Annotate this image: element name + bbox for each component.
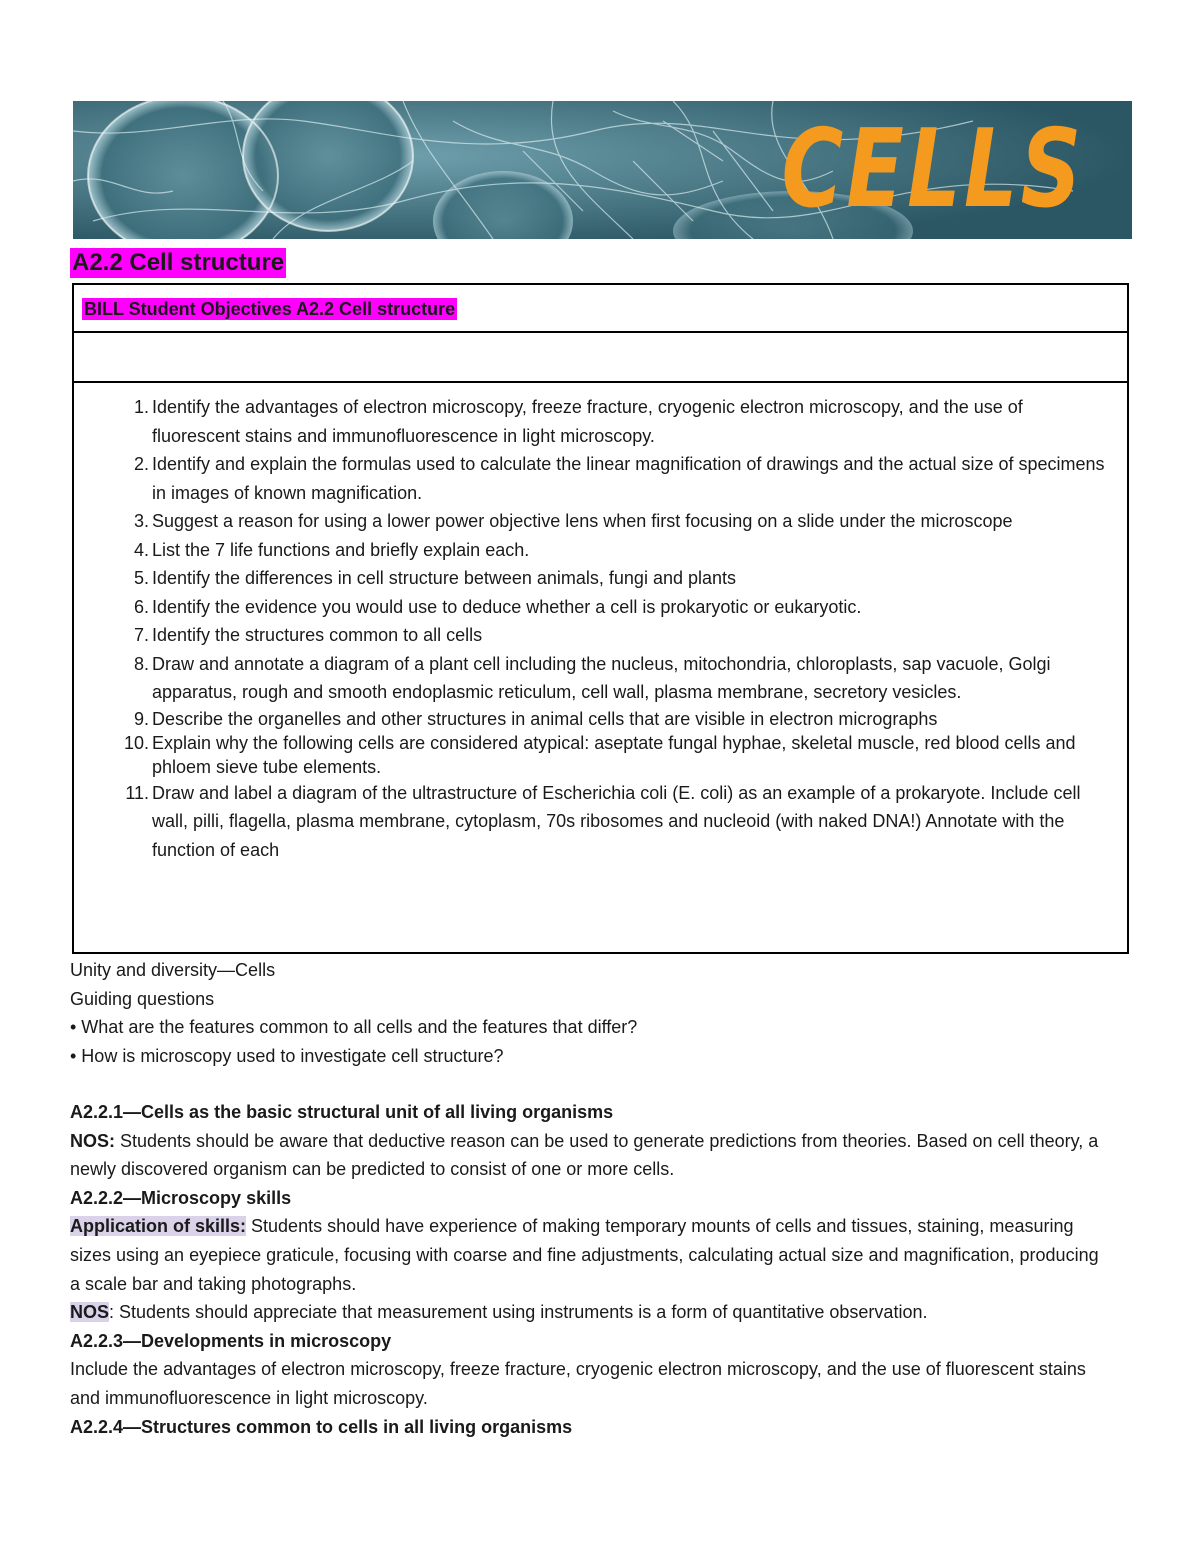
nos-label: NOS: (70, 1130, 115, 1151)
list-item: 1. Identify the advantages of electron microscopy, freeze fracture, cryogenic electron microscopy, and the use of fluorescent stains and immunofluorescence in light microscopy. (133, 397, 1023, 446)
list-item: 7. Identify the structures common to all cells (133, 625, 483, 645)
banner-title: CELLS (780, 107, 1084, 232)
guiding-questions-label: Guiding questions (70, 988, 215, 1009)
intro-line: Unity and diversity—Cells (70, 960, 276, 980)
application-paragraph: Application of skills: Students should have experience of making temporary mounts of cells and tissues, staining, measuring sizes using an eyepiece graticule, focusing with coarse and fine adjustments, calculating actual size and magnification, producing a scale bar and taking photographs. (70, 1216, 1099, 1294)
section-heading: A2.2.2—Microscopy skills (70, 1187, 292, 1208)
section-heading: A2.2.4—Structures common to cells in all living organisms (70, 1416, 573, 1437)
guiding-question: • How is microscopy used to investigate cell structure? (70, 1045, 504, 1066)
intro-block (70, 956, 1130, 1070)
objectives-header-row (74, 285, 1127, 333)
list-item: 2. Identify and explain the formulas used to calculate the linear magnification of drawings and the actual size of specimens in images of known magnification. (133, 454, 1105, 503)
cells-banner-image (73, 101, 1132, 239)
section-heading: A2.2.3—Developments in microscopy (70, 1330, 392, 1351)
list-item: 8. Draw and annotate a diagram of a plant cell including the nucleus, mitochondria, chloroplasts, sap vacuole, Golgi apparatus, rough and smooth endoplasmic reticulum, cell wall, plasma membrane, secretory vesicles. (133, 653, 1051, 702)
list-item: 4. List the 7 life functions and briefly explain each. (133, 539, 530, 560)
objectives-header: BILL Student Objectives A2.2 Cell structure (84, 299, 456, 319)
list-item: 10. Explain why the following cells are considered atypical: aseptate fungal hyphae, skeletal muscle, red blood cells and phloem sieve tube elements. (123, 732, 1076, 777)
page-title: A2.2 Cell structure (72, 249, 285, 276)
nos-label: NOS (70, 1302, 110, 1323)
list-item: 9. Describe the organelles and other structures in animal cells that are visible in electron micrographs (133, 708, 938, 729)
objectives-empty-row (74, 333, 1127, 383)
objectives-list (74, 393, 1114, 864)
guiding-question: • What are the features common to all cells and the features that differ? (70, 1017, 638, 1038)
application-label: Application of skills: (70, 1216, 247, 1237)
list-item: 5. Identify the differences in cell structure between animals, fungi and plants (133, 568, 737, 588)
list-item: 6. Identify the evidence you would use to deduce whether a cell is prokaryotic or eukaryotic. (133, 596, 862, 617)
section-heading: A2.2.1—Cells as the basic structural unit of all living organisms (70, 1102, 614, 1122)
list-item: 3. Suggest a reason for using a lower power objective lens when first focusing on a slide under the microscope (133, 511, 1013, 531)
sections-block (70, 1098, 1100, 1441)
list-item: 11. Draw and label a diagram of the ultrastructure of Escherichia coli (E. coli) as an example of a prokaryote. Include cell wall, pilli, flagella, plasma membrane, cytoplasm, 70s ribosomes and nucleoid (with naked DNA!) Annotate with the function of each (125, 782, 1081, 860)
objectives-table (72, 283, 1129, 954)
nos-paragraph: NOS: Students should be aware that deductive reason can be used to generate predictions from theories. Based on cell theory, a newly discovered organism can be predicted to consist of one or more cells. (70, 1130, 1099, 1180)
nos-paragraph: NOS: Students should appreciate that measurement using instruments is a form of quantitative observation. (70, 1302, 928, 1323)
section-paragraph: Include the advantages of electron microscopy, freeze fracture, cryogenic electron microscopy, and the use of fluorescent stains and immunofluorescence in light microscopy. (70, 1359, 1086, 1408)
